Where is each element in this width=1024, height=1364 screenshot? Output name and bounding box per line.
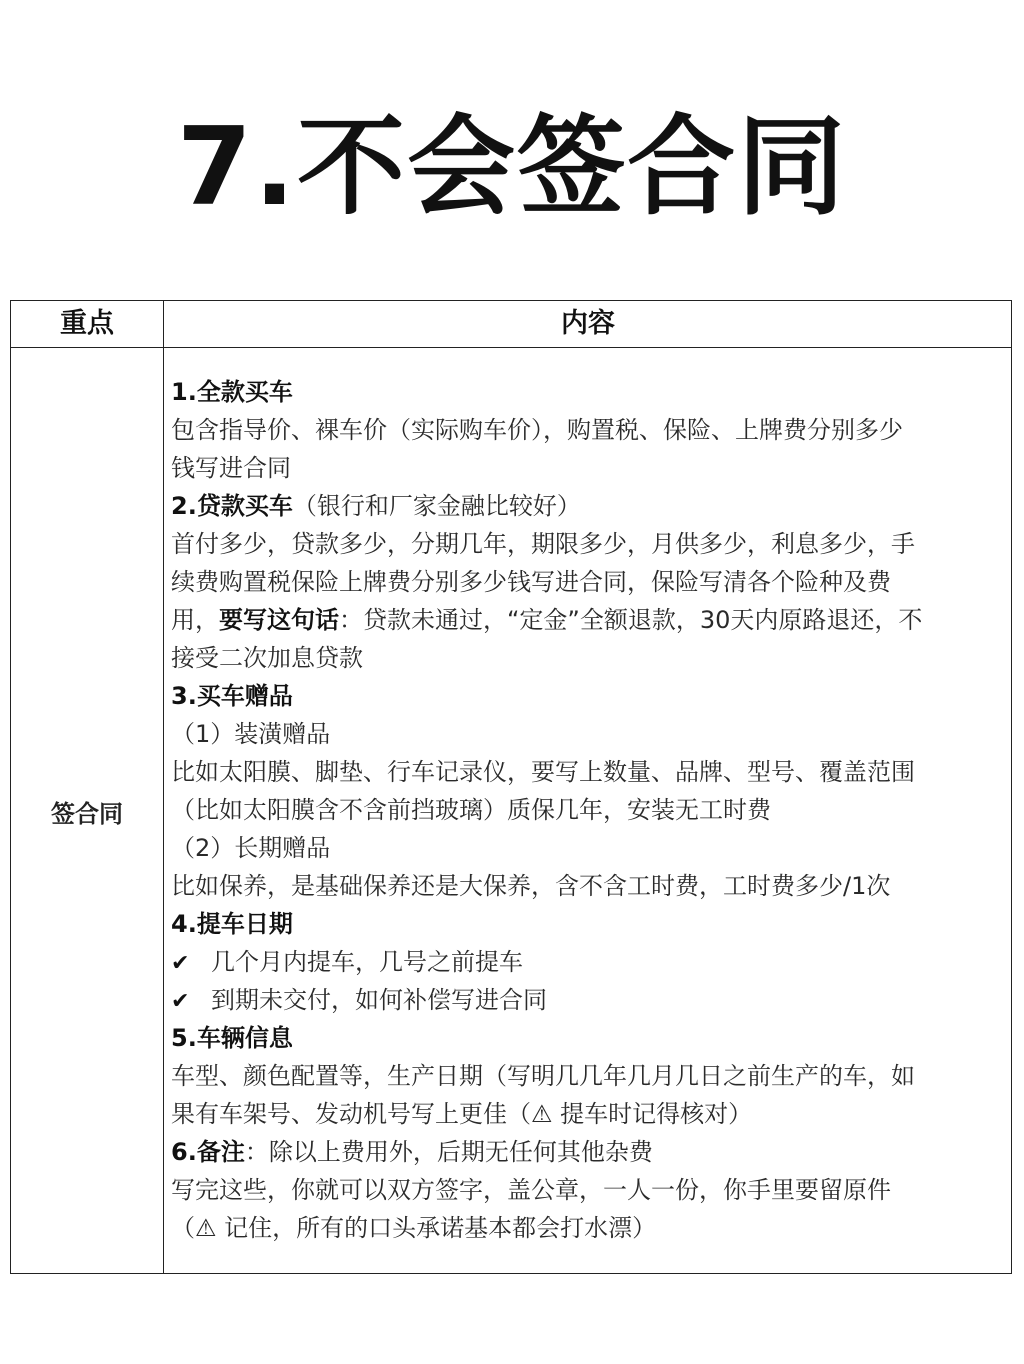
section-2-emphasis: 要写这句话: [219, 606, 339, 634]
section-2-line-3-start: 用，: [171, 606, 219, 634]
section-6-heading-rest: ：除以上费用外，后期无任何其他杂费: [244, 1138, 653, 1166]
section-2-line-4: 接受二次加息贷款: [171, 644, 363, 672]
checkmark-icon: ✔: [171, 951, 190, 976]
checklist-item-2: [171, 981, 1001, 1019]
section-6-heading: 6.备注: [171, 1138, 245, 1166]
page-title: 7.不会签合同: [176, 105, 848, 230]
row-content-cell: [171, 373, 1001, 1247]
checklist-item-1: [171, 943, 1001, 981]
section-4-heading: 4.提车日期: [171, 910, 293, 938]
section-5-line-1: 车型、颜色配置等，生产日期（写明几几年几月几日之前生产的车，如: [171, 1062, 915, 1090]
header-key-cell: 重点: [60, 308, 114, 339]
section-3-heading: 3.买车赠品: [171, 682, 293, 710]
section-6-line-1: 写完这些，你就可以双方签字，盖公章，一人一份，你手里要留原件: [171, 1176, 891, 1204]
checklist-item-2-text: 到期未交付，如何补偿写进合同: [211, 986, 547, 1014]
section-1-line-1: 包含指导价、裸车价（实际购车价），购置税、保险、上牌费分别多少: [171, 416, 903, 444]
section-3-sub-2-line-1: 比如保养，是基础保养还是大保养，含不含工时费，工时费多少/1次: [171, 872, 891, 900]
section-3-sub-1: （1）装潢赠品: [171, 720, 331, 748]
section-5-heading: 5.车辆信息: [171, 1024, 293, 1052]
section-2-line-1: 首付多少，贷款多少，分期几年，期限多少，月供多少，利息多少，手: [171, 530, 915, 558]
section-1-line-2: 钱写进合同: [171, 454, 291, 482]
section-5-line-2: 果有车架号、发动机号写上更佳（⚠ 提车时记得核对）: [171, 1100, 753, 1128]
row-key-cell: [11, 347, 163, 1275]
section-2-line-3-end: ：贷款未通过，“定金”全额退款，30天内原路退还，不: [339, 606, 923, 634]
checkmark-icon: ✔: [171, 989, 190, 1014]
section-2-heading-note: （银行和厂家金融比较好）: [292, 492, 581, 520]
section-2-heading: 2.贷款买车: [171, 492, 293, 520]
column-divider: [163, 301, 164, 1273]
contract-table: [10, 300, 1012, 1274]
section-2-line-3: [171, 601, 1001, 639]
checklist-item-1-text: 几个月内提车，几号之前提车: [211, 948, 523, 976]
section-3-sub-1-line-1: 比如太阳膜、脚垫、行车记录仪，要写上数量、品牌、型号、覆盖范围: [171, 758, 915, 786]
section-1-heading: 1.全款买车: [171, 378, 293, 406]
section-6-heading-line: [171, 1133, 1001, 1171]
section-2-line-2: 续费购置税保险上牌费分别多少钱写进合同，保险写清各个险种及费: [171, 568, 891, 596]
section-3-sub-1-line-2: （比如太阳膜含不含前挡玻璃）质保几年，安装无工时费: [171, 796, 771, 824]
section-3-sub-2: （2）长期赠品: [171, 834, 331, 862]
section-2-heading-line: [171, 487, 1001, 525]
row-key-label: 签合同: [51, 799, 123, 828]
header-content-cell: 内容: [561, 308, 615, 339]
section-6-line-2: （⚠ 记住，所有的口头承诺基本都会打水漂）: [171, 1214, 657, 1242]
